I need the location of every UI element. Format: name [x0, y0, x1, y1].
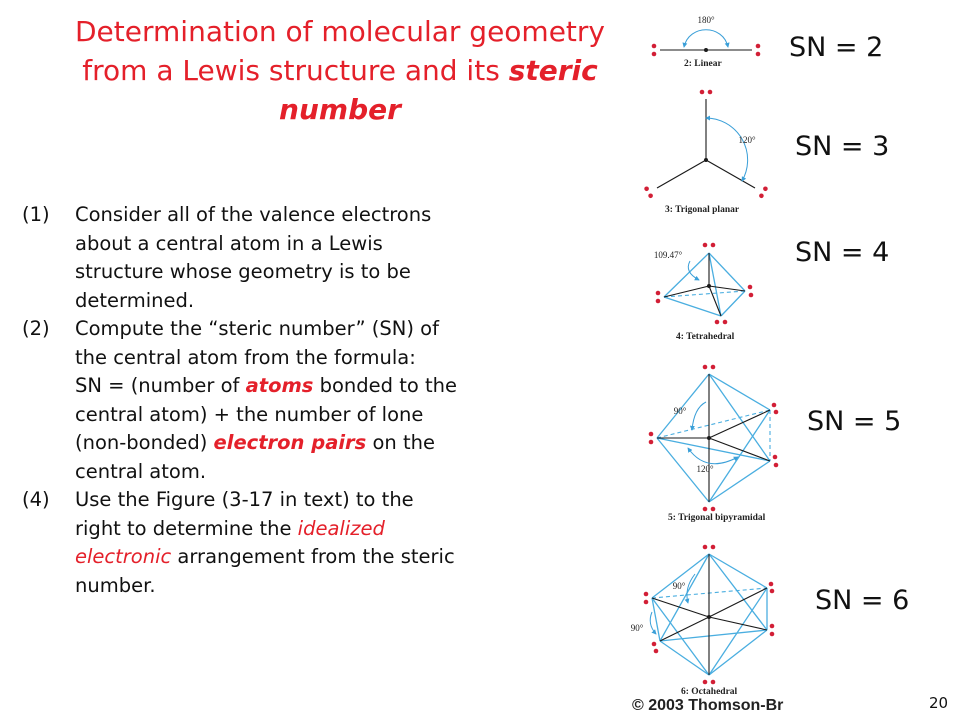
- step-line: [75, 401, 562, 430]
- step-text: central atom.: [75, 459, 207, 483]
- step-line: [75, 515, 562, 544]
- lone-pair: [772, 403, 779, 415]
- bond-line: [709, 286, 721, 316]
- edge-line: [657, 438, 770, 461]
- figure-caption: 5: Trigonal bipyramidal: [668, 513, 766, 523]
- edge-line: [721, 291, 745, 316]
- step-text: (non-bonded): [75, 431, 214, 454]
- sn-label-5: SN = 5: [807, 406, 902, 437]
- page-number: 20: [929, 694, 949, 712]
- step-text: SN = (number of: [75, 374, 246, 397]
- central-atom: [707, 436, 711, 440]
- emphasis-idealized: idealized: [297, 516, 385, 540]
- edge-line: [709, 253, 745, 291]
- emphasis-electron-pairs: electron pairs: [213, 431, 367, 454]
- lone-pair: [703, 680, 716, 685]
- lone-pair: [703, 545, 716, 550]
- step-marker: (2): [22, 317, 50, 340]
- edge-line: [652, 554, 709, 598]
- lone-pair: [649, 432, 654, 445]
- title-emphasis: steric: [508, 54, 598, 87]
- edge-line: [709, 253, 721, 316]
- lone-pair: [769, 582, 775, 594]
- figure-trigonal-bipyramidal: [649, 365, 779, 523]
- bond-line: [657, 160, 706, 188]
- sn-label-6: SN = 6: [815, 585, 910, 616]
- step-text: about a central atom in a Lewis: [75, 231, 383, 255]
- edge-line: [660, 554, 709, 641]
- step-line: [75, 344, 562, 373]
- step-line: [75, 429, 562, 458]
- step-line: [75, 543, 562, 572]
- step-line: [75, 486, 562, 515]
- step-line: [75, 572, 562, 601]
- vsepr-geometry-figure: [600, 0, 800, 720]
- angle-arc: [684, 30, 728, 47]
- angle-label: 109.47°: [653, 250, 683, 260]
- step-marker: (1): [22, 203, 50, 226]
- lone-pair: [703, 365, 716, 370]
- lone-pair: [656, 291, 661, 304]
- sn-label-2: SN = 2: [789, 32, 884, 63]
- step-text: bonded to the: [313, 374, 458, 397]
- lone-pair: [748, 285, 754, 298]
- lone-pair: [644, 187, 653, 199]
- central-atom: [704, 48, 708, 52]
- angle-label: 90°: [630, 623, 644, 633]
- angle-label: 90°: [673, 406, 687, 416]
- figure-trigonal-planar: [644, 90, 767, 215]
- lone-pair: [715, 320, 728, 325]
- emphasis-electronic: electronic: [75, 545, 172, 568]
- step-line: [75, 315, 562, 344]
- step-line: [75, 458, 562, 487]
- angle-arc: [692, 402, 706, 430]
- lone-pair: [703, 507, 716, 512]
- step-text: determined.: [75, 288, 195, 312]
- angle-label: 120°: [738, 135, 756, 145]
- edge-line: [660, 641, 709, 675]
- step-1: [22, 201, 562, 315]
- steps-list: [22, 201, 562, 600]
- bond-line: [709, 286, 745, 291]
- edge-line: [709, 630, 767, 675]
- step-line: [75, 201, 562, 230]
- edge-line: [709, 374, 770, 410]
- step-text: Compute the “steric number” (SN) of: [75, 317, 439, 340]
- lone-pair: [770, 624, 775, 637]
- angle-label: 180°: [697, 15, 715, 25]
- slide-title: [40, 12, 640, 129]
- copyright-notice: © 2003 Thomson-Br: [632, 697, 784, 714]
- lone-pair: [652, 44, 657, 57]
- step-text: right to determine the: [75, 516, 298, 540]
- bond-line: [709, 438, 770, 461]
- step-text: Use the Figure (3-17 in text) to the: [75, 488, 414, 511]
- step-text: central atom) + the number of lone: [75, 402, 424, 426]
- figure-octahedral: [631, 545, 775, 697]
- emphasis-atoms: atoms: [245, 374, 314, 397]
- lone-pair: [703, 243, 716, 248]
- step-line: [75, 372, 562, 401]
- edge-line: [660, 630, 767, 641]
- step-2: [22, 315, 562, 486]
- step-text: the central atom from the formula:: [75, 345, 416, 369]
- title-line: [40, 51, 640, 90]
- step-text: arrangement from the steric: [171, 545, 455, 568]
- step-line: [75, 287, 562, 316]
- central-atom: [707, 284, 711, 288]
- edge-line: [664, 297, 721, 316]
- sn-label-4: SN = 4: [795, 237, 890, 268]
- figure-tetrahedral: [654, 243, 753, 342]
- title-line: Determination of molecular geometry: [75, 15, 605, 48]
- figure-caption: 6: Octahedral: [681, 687, 738, 697]
- figure-caption: 2: Linear: [684, 59, 722, 69]
- step-line: [75, 258, 562, 287]
- figure-caption: 4: Tetrahedral: [676, 332, 735, 342]
- lone-pair: [644, 592, 649, 605]
- figure-linear: [652, 15, 761, 69]
- bond-line: [652, 598, 709, 617]
- lone-pair: [652, 642, 659, 654]
- step-line: [75, 230, 562, 259]
- lone-pair: [700, 90, 713, 95]
- edge-line: [709, 554, 767, 588]
- sn-label-3: SN = 3: [795, 131, 890, 162]
- step-text: Consider all of the valence electrons: [75, 203, 432, 226]
- lone-pair: [773, 455, 779, 468]
- title-text: from a Lewis structure and its: [82, 54, 509, 87]
- edge-line: [709, 461, 770, 502]
- angle-label: 90°: [672, 581, 686, 591]
- lone-pair: [759, 187, 768, 199]
- title-line: [40, 90, 640, 129]
- step-text: number.: [75, 573, 156, 597]
- angle-label: 120°: [696, 464, 714, 474]
- step-text: on the: [366, 431, 435, 454]
- step-4: [22, 486, 562, 600]
- step-text: structure whose geometry is to be: [75, 260, 411, 283]
- angle-arc: [688, 448, 738, 464]
- central-atom: [707, 615, 711, 619]
- step-marker: (4): [22, 488, 50, 511]
- angle-arc: [687, 574, 695, 603]
- figure-caption: 3: Trigonal planar: [665, 205, 740, 215]
- title-emphasis: number: [279, 93, 401, 126]
- central-atom: [704, 158, 708, 162]
- lone-pair: [756, 44, 761, 57]
